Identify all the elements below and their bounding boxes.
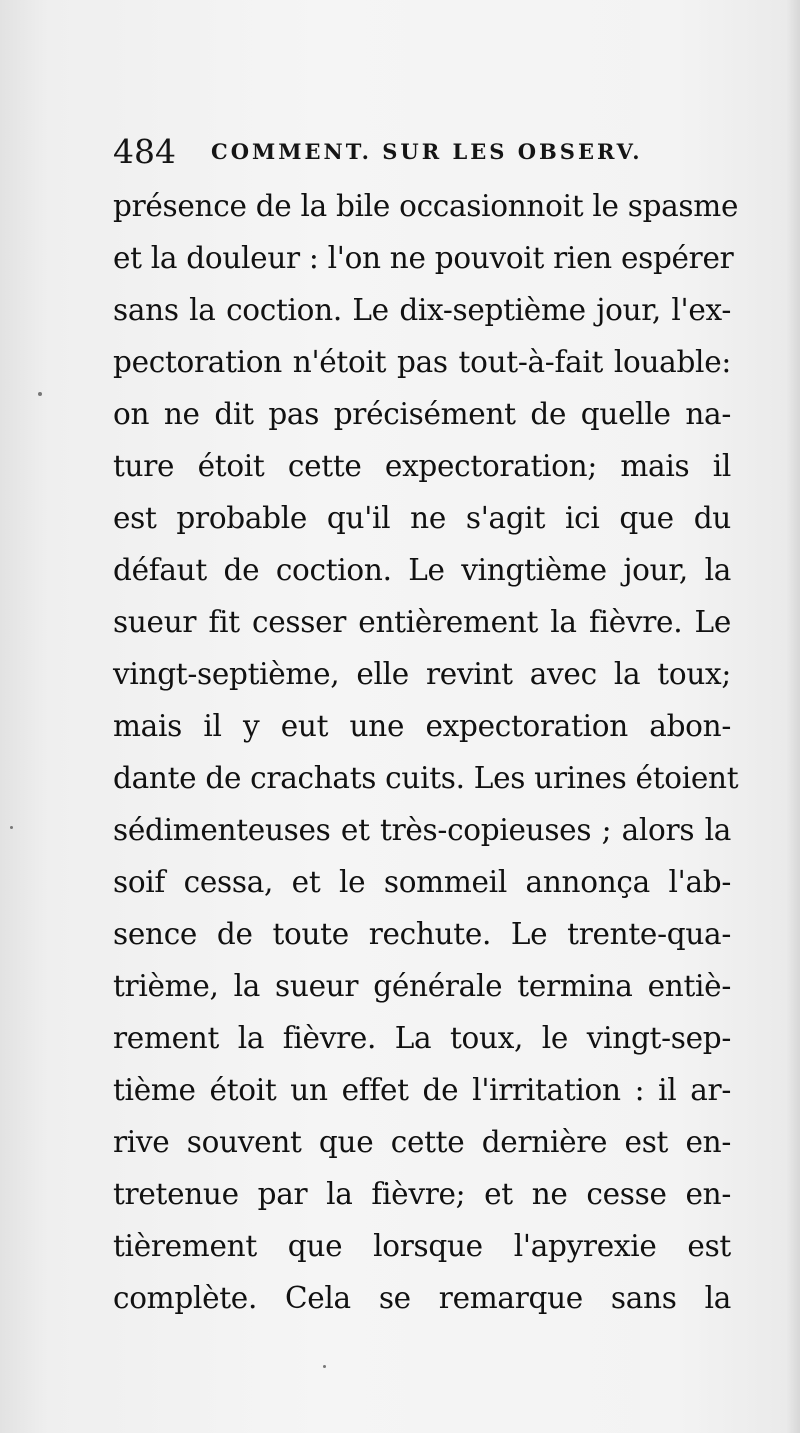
page-number: 484 [113, 132, 176, 171]
text-line: tièrement que lorsque l'apyrexie est [113, 1229, 731, 1263]
paper-speck [323, 1365, 326, 1368]
text-line: présence de la bile occasionnoit le spasme [113, 189, 739, 223]
text-line: tretenue par la fièvre; et ne cesse en- [113, 1177, 731, 1211]
text-line: défaut de coction. Le vingtième jour, la [113, 553, 731, 587]
text-line: pectoration n'étoit pas tout-à-fait louable: [113, 345, 731, 379]
text-line: complète. Cela se remarque sans la [113, 1281, 731, 1315]
text-line: rement la fièvre. La toux, le vingt-sep- [113, 1021, 731, 1055]
text-line: trième, la sueur générale termina entiè- [113, 969, 731, 1003]
running-title: COMMENT. SUR LES OBSERV. [211, 139, 643, 164]
paper-speck [10, 826, 13, 829]
body-text [113, 180, 739, 1315]
text-line: mais il y eut une expectoration abon- [113, 709, 731, 743]
text-line: soif cessa, et le sommeil annonça l'ab- [113, 865, 731, 899]
page-header [113, 128, 733, 176]
paper-speck [38, 392, 42, 396]
page-edge-shadow [786, 0, 800, 1433]
text-line: et la douleur : l'on ne pouvoit rien espérer [113, 241, 734, 275]
text-line: tième étoit un effet de l'irritation : il ar- [113, 1073, 731, 1107]
text-line: sueur fit cesser entièrement la fièvre. Le [113, 605, 731, 639]
text-line: rive souvent que cette dernière est en- [113, 1125, 731, 1159]
text-line: est probable qu'il ne s'agit ici que du [113, 501, 731, 535]
text-line: sédimenteuses et très-copieuses ; alors la [113, 813, 731, 847]
text-line: ture étoit cette expectoration; mais il [113, 449, 731, 483]
text-line: vingt-septième, elle revint avec la toux; [113, 657, 731, 691]
text-line: sence de toute rechute. Le trente-qua- [113, 917, 731, 951]
text-line: dante de crachats cuits. Les urines étoient [113, 761, 739, 795]
text-line: sans la coction. Le dix-septième jour, l'ex- [113, 293, 731, 327]
text-line: on ne dit pas précisément de quelle na- [113, 397, 731, 431]
